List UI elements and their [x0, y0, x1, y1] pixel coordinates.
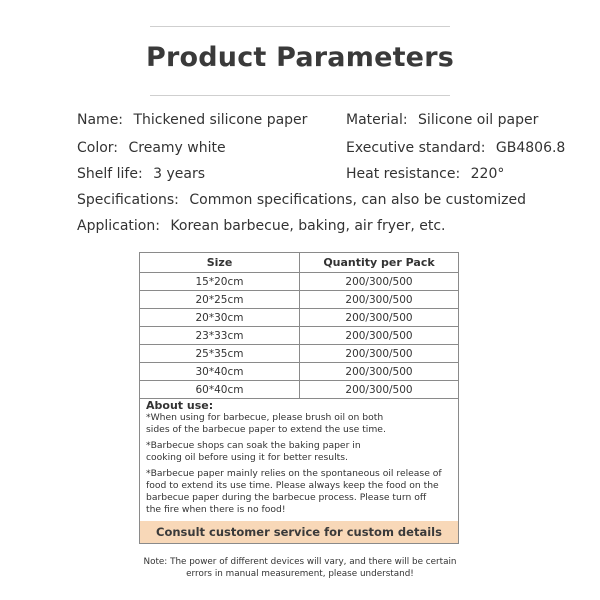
param-specifications-label: Specifications: — [77, 192, 179, 208]
quantity-cell: 200/300/500 — [300, 291, 459, 309]
param-specifications-value: Common specifications, can also be customized — [189, 192, 526, 208]
quantity-cell: 200/300/500 — [300, 345, 459, 363]
about-use-section — [146, 400, 456, 516]
consult-banner: Consult customer service for custom details — [140, 521, 458, 543]
param-shelf-life-label: Shelf life: — [77, 166, 143, 182]
param-name-value: Thickened silicone paper — [133, 112, 308, 128]
size-cell: 30*40cm — [140, 363, 300, 381]
size-cell: 20*25cm — [140, 291, 300, 309]
page-title: Product Parameters — [146, 42, 454, 73]
param-name-label: Name: — [77, 112, 124, 128]
table-row — [140, 381, 458, 399]
title-top-divider — [150, 26, 450, 27]
size-cell: 20*30cm — [140, 309, 300, 327]
about-use-item: *Barbecue paper mainly relies on the spontaneous oil release of food to extend its use time. Please always keep the food on the barbecue paper during the barbecue process. Please turn off the fire when there is no food! — [146, 468, 442, 515]
param-shelf-life — [77, 166, 205, 182]
size-cell: 60*40cm — [140, 381, 300, 399]
size-panel — [139, 252, 459, 544]
table-row — [140, 273, 458, 291]
table-header-row — [140, 253, 458, 273]
param-color-label: Color: — [77, 140, 119, 156]
param-color-value: Creamy white — [128, 140, 226, 156]
table-row — [140, 291, 458, 309]
size-cell: 23*33cm — [140, 327, 300, 345]
quantity-cell: 200/300/500 — [300, 273, 459, 291]
param-application — [77, 218, 446, 234]
table-row — [140, 345, 458, 363]
about-use-item: *Barbecue shops can soak the baking paper in cooking oil before using it for better results. — [146, 440, 361, 463]
footnote: Note: The power of different devices will vary, and there will be certain errors in manual measurement, please understand! — [143, 557, 457, 579]
param-material — [346, 112, 538, 128]
param-application-value: Korean barbecue, baking, air fryer, etc. — [170, 218, 446, 234]
param-standard-value: GB4806.8 — [495, 140, 566, 156]
quantity-column-header: Quantity per Pack — [300, 253, 459, 273]
size-cell: 15*20cm — [140, 273, 300, 291]
param-standard-label: Executive standard: — [346, 140, 486, 156]
about-use-title: About use: — [146, 399, 214, 412]
title-bottom-divider — [150, 95, 450, 96]
param-material-label: Material: — [346, 112, 408, 128]
param-application-label: Application: — [77, 218, 160, 234]
param-material-value: Silicone oil paper — [418, 112, 539, 128]
param-heat-resistance-label: Heat resistance: — [346, 166, 461, 182]
table-row — [140, 309, 458, 327]
quantity-cell: 200/300/500 — [300, 381, 459, 399]
param-heat-resistance — [346, 166, 504, 182]
size-table — [140, 253, 458, 399]
param-specifications — [77, 192, 526, 208]
param-standard — [346, 140, 565, 156]
quantity-cell: 200/300/500 — [300, 363, 459, 381]
size-cell: 25*35cm — [140, 345, 300, 363]
table-row — [140, 363, 458, 381]
param-color — [77, 140, 226, 156]
param-name — [77, 112, 307, 128]
param-heat-resistance-value: 220° — [470, 166, 505, 182]
about-use-item: *When using for barbecue, please brush oil on both sides of the barbecue paper to extend the use time. — [146, 412, 386, 435]
quantity-cell: 200/300/500 — [300, 327, 459, 345]
table-row — [140, 327, 458, 345]
quantity-cell: 200/300/500 — [300, 309, 459, 327]
size-column-header: Size — [140, 253, 300, 273]
param-shelf-life-value: 3 years — [153, 166, 206, 182]
